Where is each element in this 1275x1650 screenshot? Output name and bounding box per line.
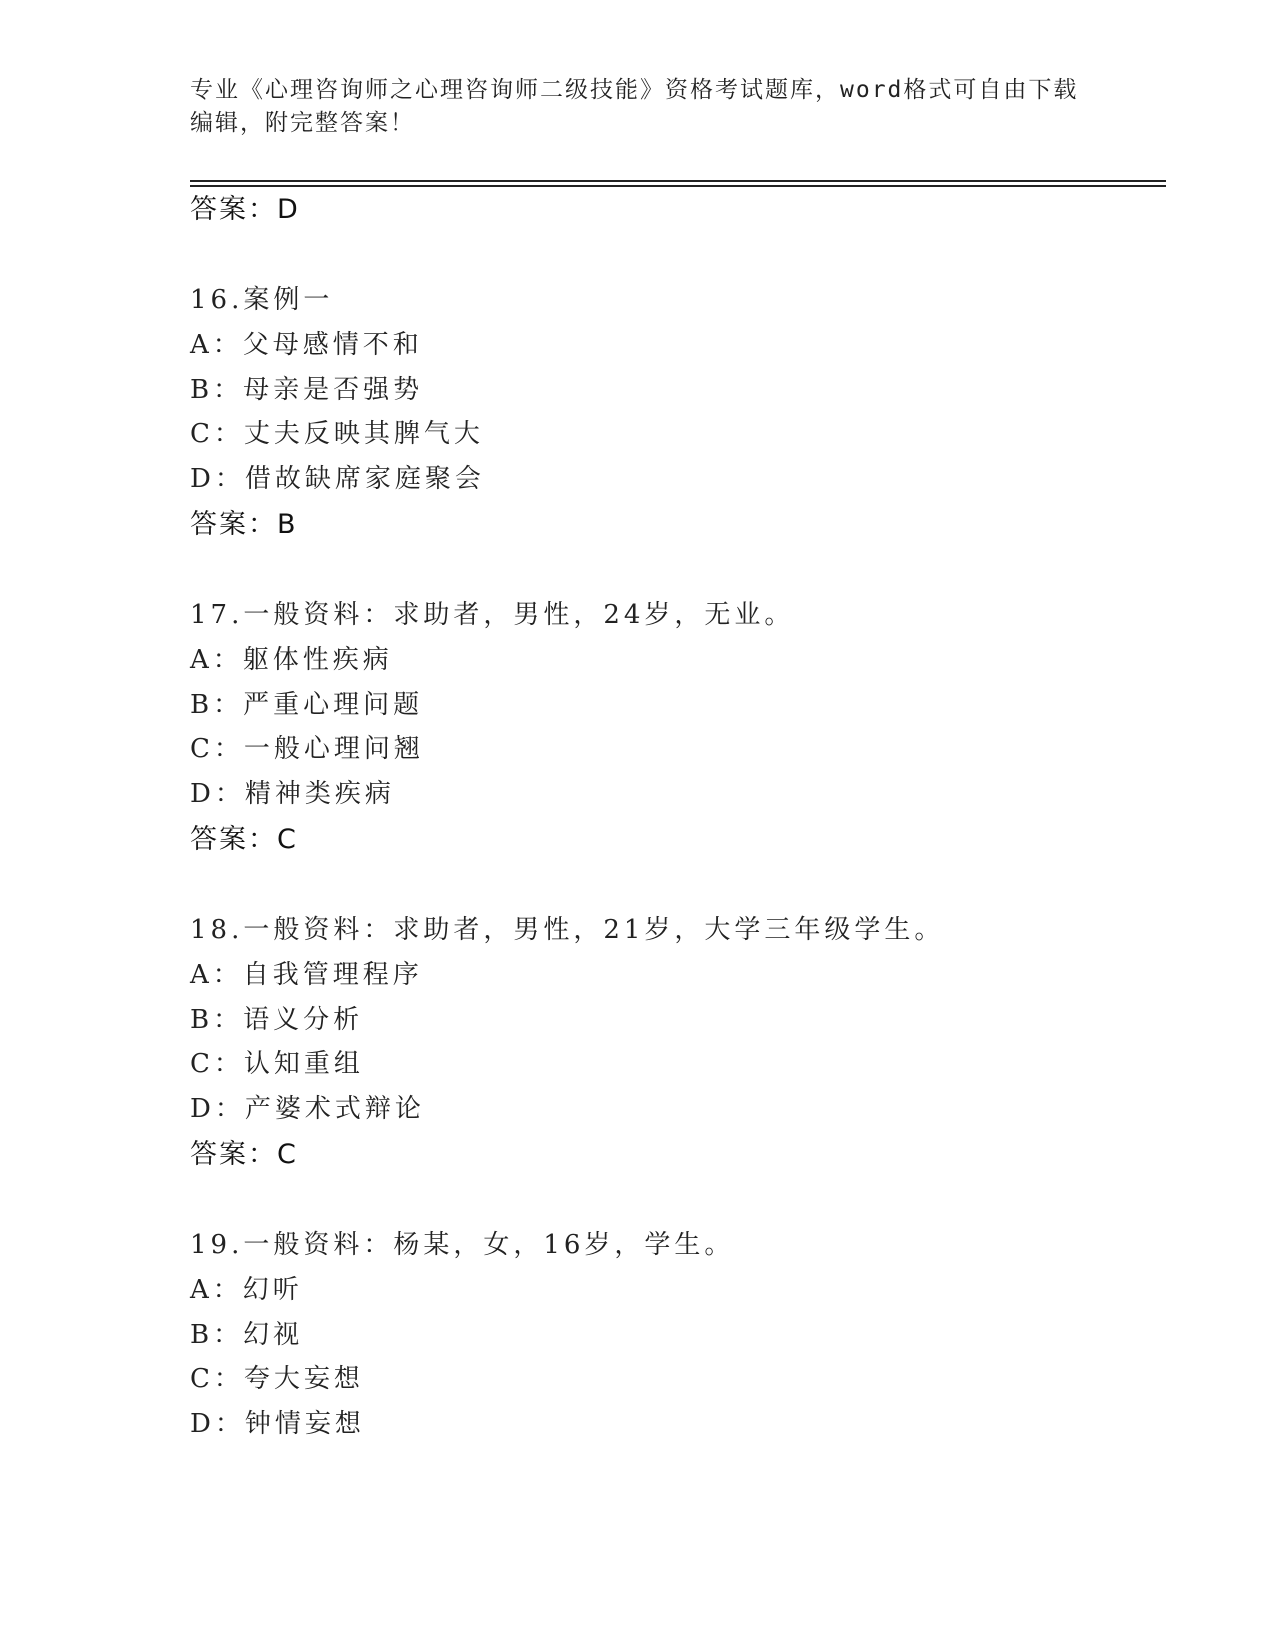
header-line-1: 专业《心理咨询师之心理咨询师二级技能》资格考试题库，word格式可自由下载 bbox=[190, 77, 1079, 103]
question-16-answer: 答案：B bbox=[190, 509, 298, 540]
question-18-option-b: B：语义分析 bbox=[190, 1005, 364, 1035]
question-19-option-b: B：幻视 bbox=[190, 1320, 304, 1350]
question-16-option-d: D：借故缺席家庭聚会 bbox=[190, 464, 485, 494]
question-17-option-c: C：一般心理问翘 bbox=[190, 734, 424, 764]
question-18-answer: 答案：C bbox=[190, 1139, 298, 1170]
header-divider-bottom bbox=[190, 185, 1166, 187]
question-18-option-d: D：产婆术式辩论 bbox=[190, 1094, 425, 1124]
question-18-stem: 18.一般资料：求助者，男性，21岁，大学三年级学生。 bbox=[190, 915, 945, 945]
question-17-option-b: B：严重心理问题 bbox=[190, 690, 424, 720]
question-17-answer: 答案：C bbox=[190, 824, 298, 855]
question-18-option-c: C：认知重组 bbox=[190, 1049, 364, 1079]
question-17-stem: 17.一般资料：求助者，男性，24岁，无业。 bbox=[190, 600, 795, 630]
question-19-stem: 19.一般资料：杨某，女，16岁，学生。 bbox=[190, 1230, 735, 1260]
question-18-option-a: A：自我管理程序 bbox=[190, 960, 423, 990]
header-line-2: 编辑，附完整答案！ bbox=[190, 110, 415, 136]
question-19-option-a: A：幻听 bbox=[190, 1275, 303, 1305]
question-17-option-a: A：躯体性疾病 bbox=[190, 645, 393, 675]
header-divider-top bbox=[190, 180, 1166, 182]
question-16-option-b: B：母亲是否强势 bbox=[190, 375, 424, 405]
question-19-option-d: D：钟情妄想 bbox=[190, 1409, 365, 1439]
answer-line: 答案：D bbox=[190, 194, 300, 225]
question-16-option-a: A：父母感情不和 bbox=[190, 330, 423, 360]
question-16-stem: 16.案例一 bbox=[190, 285, 334, 315]
question-16-option-c: C：丈夫反映其脾气大 bbox=[190, 419, 484, 449]
document-header bbox=[190, 74, 1090, 140]
question-19-option-c: C：夸大妄想 bbox=[190, 1364, 364, 1394]
question-17-option-d: D：精神类疾病 bbox=[190, 779, 395, 809]
